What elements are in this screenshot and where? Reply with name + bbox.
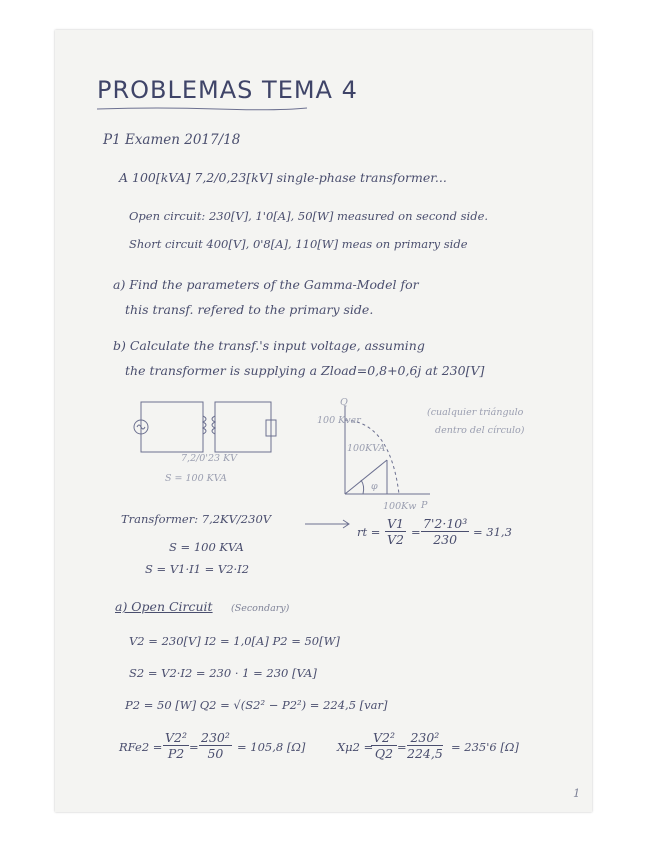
open-circuit-bullet: Open circuit: 230[V], 1'0[A], 50[W] measured on second side. [129,209,489,223]
transformer-power: S = 100 KVA [169,540,244,554]
circuit-sketch [133,398,283,460]
note-line2: dentro del círculo) [435,425,525,436]
p-value-label: 100Kw [383,501,417,512]
part-b-line2: the transformer is supplying a Zload=0,8+0,6j at 230[V] [125,363,485,378]
circuit-power-label: S = 100 KVA [165,473,227,484]
circuit-ratio-label: 7,2/0'23 KV [181,453,238,464]
q-value-label: 100 Kvar [317,415,361,426]
open-circuit-values: V2 = 230[V] I2 = 1,0[A] P2 = 50[W] [129,634,340,648]
page-number: 1 [573,786,581,800]
problem-label: P1 Examen 2017/18 [103,132,241,148]
apparent-power-calc: S2 = V2·I2 = 230 · 1 = 230 [VA] [129,666,317,680]
rfe-result: = 105,8 [Ω] [237,740,306,754]
transformer-spec: Transformer: 7,2KV/230V [121,512,272,526]
notebook-page [55,30,592,812]
ratio-fraction-v: $\frac{V1}{V2}$ [387,516,404,547]
rfe-fraction-symbolic: $\frac{\text{V2²}}{P2}$ [165,730,187,761]
note-line1: (cualquier triángulo [427,407,524,418]
xmu-fraction-values: $\frac{\text{230²}}{224,5}$ [407,730,443,761]
page-title: PROBLEMAS TEMA 4 [97,76,358,104]
title-underline [97,106,309,112]
ratio-equals: = [411,525,421,539]
reactive-power-calc: P2 = 50 [W] Q2 = √(S2² − P2²) = 224,5 [var] [125,698,388,712]
ratio-lhs: rt = [357,525,381,539]
section-a-note: (Secondary) [231,603,290,614]
xmu-lhs: Xμ2 = [337,740,374,754]
s-label: 100KVA [347,443,386,454]
xmu-equals: = [397,740,407,754]
phi-label: φ [371,481,378,492]
rfe-fraction-values: $\frac{\text{230²}}{50}$ [201,730,230,761]
q-axis-label: Q [340,397,348,408]
part-a-line2: this transf. refered to the primary side. [125,302,374,317]
p-axis-label: P [421,500,428,511]
arrow-icon [305,520,355,528]
problem-statement: A 100[kVA] 7,2/0,23[kV] single-phase transformer... [119,170,447,185]
xmu-fraction-symbolic: $\frac{\text{V2²}}{Q2}$ [373,730,395,761]
section-a-heading: a) Open Circuit [115,599,213,614]
ratio-fraction-values: $\frac{\text{7'2·10³}}{230}$ [423,516,468,547]
power-equation: S = V1·I1 = V2·I2 [145,562,250,576]
rfe-equals: = [189,740,199,754]
ratio-result: = 31,3 [473,525,512,539]
short-circuit-bullet: Short circuit 400[V], 0'8[A], 110[W] meas on primary side [129,237,468,251]
rfe-lhs: RFe2 = [119,740,163,754]
part-a-line1: a) Find the parameters of the Gamma-Model for [113,277,419,292]
xmu-result: = 235'6 [Ω] [451,740,519,754]
part-b-line1: b) Calculate the transf.'s input voltage, assuming [113,338,425,353]
